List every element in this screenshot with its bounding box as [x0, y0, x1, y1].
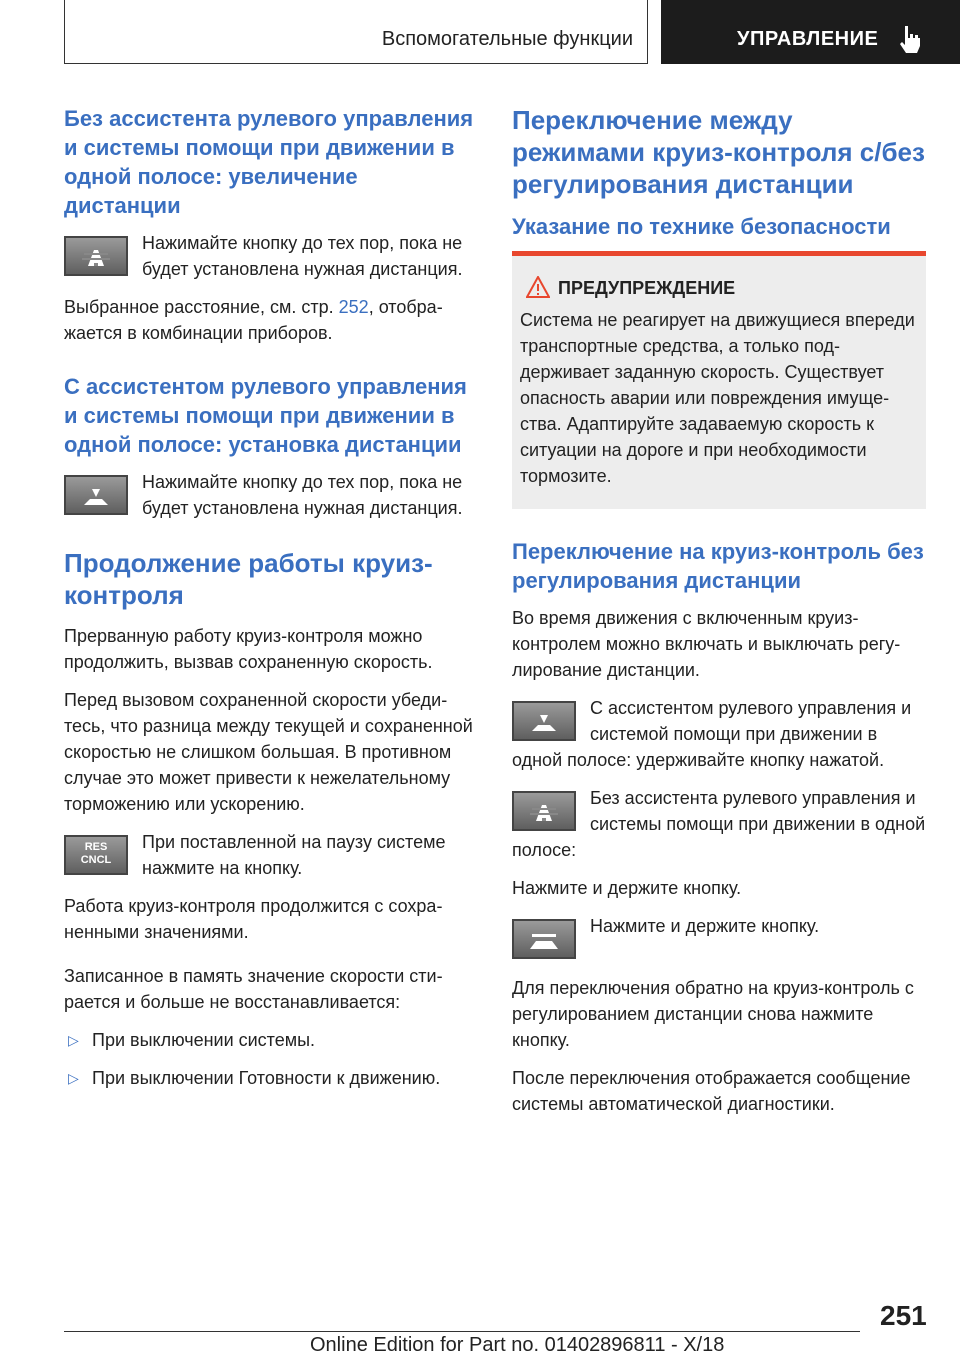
- list-item: [64, 1027, 478, 1053]
- button-row-without-assist: [512, 785, 926, 863]
- distance-set-button-icon: [64, 475, 128, 515]
- warning-triangle-icon: [526, 276, 550, 298]
- footer-edition: Online Edition for Part no. 01402896811 - X/18: [310, 1334, 725, 1356]
- right-column: [512, 104, 926, 1129]
- cncl-label: CNCL: [80, 854, 112, 866]
- text-without-assist: Без ассистента рулевого управления и системы помощи при движении в одной полосе:: [512, 788, 926, 860]
- heading-resume-cruise: Продолжение работы круиз-контроля: [64, 548, 433, 610]
- text-paused-press: При поставленной на паузу системе нажмите на кнопку.: [142, 832, 446, 878]
- hand-pointer-icon: [897, 24, 923, 54]
- warning-text: Система не реагирует на движущиеся впереди транспортные средства, а только поддерживает заданную скорость. Существует опасность аварии или повреждения имущества. Адаптируйте задаваемую скорость к ситуации на дороге и при необходимости тормозите.: [520, 310, 915, 486]
- distance-set-button-icon: [512, 701, 576, 741]
- button-row-hold: [512, 913, 926, 963]
- button-row-res: [64, 829, 478, 881]
- page-link[interactable]: 252: [338, 297, 369, 317]
- triangle-bullet-icon: ▷: [68, 1032, 79, 1048]
- bullet-list: [64, 1027, 478, 1091]
- warning-title-text: ПРЕДУПРЕЖДЕНИЕ: [558, 278, 736, 298]
- text-resume: Прерванную работу круиз-контроля можно продолжить, вызвав сохраненную скорость.: [64, 626, 433, 672]
- text-switch-back: Для переключения обратно на круиз-контроль с регулированием дистанции снова нажмите кнопку.: [512, 978, 914, 1050]
- text-continue-values: Работа круиз-контроля продолжится с сохраненными значениями.: [64, 896, 443, 942]
- text-hold-button: Нажмите и держите кнопку.: [512, 878, 742, 898]
- button-row-distance: [64, 230, 478, 282]
- list-item: [64, 1065, 478, 1091]
- heading-safety: Указание по технике безопасности: [512, 214, 891, 239]
- text-part: Выбранное расстояние, см. стр.: [64, 297, 339, 317]
- header-chapter: УПРАВЛЕНИЕ: [737, 28, 879, 50]
- distance-hold-button-icon: [512, 919, 576, 959]
- text-press-button: Нажимайте кнопку до тех пор, пока не будет установлена нужная дистанция.: [142, 233, 463, 279]
- warning-box: [512, 251, 926, 509]
- warning-title: [520, 278, 918, 299]
- text-with-assist: С ассистентом рулевого управления и системой помощи при движении в одной полосе: удерживайте кнопку нажатой.: [512, 698, 912, 770]
- left-column: [64, 104, 478, 1103]
- heading-switch-no-distance: Переключение на круиз-контроль без регулирования дистанции: [512, 539, 924, 593]
- text-press-button-2: Нажимайте кнопку до тех пор, пока не будет установлена нужная дистанция.: [142, 472, 463, 518]
- list-item-text: При выключении системы.: [92, 1030, 316, 1050]
- footer-divider: [64, 1331, 860, 1332]
- triangle-bullet-icon: ▷: [68, 1070, 79, 1086]
- button-row-with-assist: [512, 695, 926, 773]
- text-selected-distance: [64, 294, 478, 346]
- text-stored-speed: Записанное в память значение скорости стирается и больше не восстанавливается:: [64, 966, 443, 1012]
- text-check-speed: Перед вызовом сохраненной скорости убедитесь, что разница между текущей и сохраненной скоростью не слишком большая. В противном случае это может привести к нежелательному торможению или ускорению.: [64, 690, 473, 814]
- header-chapter-box: [661, 0, 960, 64]
- header-section-box: [64, 0, 648, 64]
- button-row-distance-set: [64, 469, 478, 521]
- text-part: , отображается в комбинации приборов.: [64, 297, 443, 343]
- text-after-switch: После переключения отображается сообщение системы автоматической диагностики.: [512, 1068, 911, 1114]
- text-hold-button-2: Нажмите и держите кнопку.: [590, 916, 820, 936]
- res-label: RES: [84, 841, 108, 853]
- page-number: 251: [880, 1300, 927, 1331]
- res-cncl-button-icon: [64, 835, 128, 875]
- heading-set-distance: С ассистентом рулевого управления и системы помощи при движении в одной полосе: установка дистанции: [64, 374, 467, 457]
- header-section: Вспомогательные функции: [381, 28, 633, 50]
- heading-switch-modes: Переключение между режимами круиз-контроля с/без регулирования дистанции: [512, 105, 925, 199]
- text-during-driving: Во время движения с включенным круиз-контролем можно включать и выключать регулирование дистанции.: [512, 608, 901, 680]
- distance-button-icon: [64, 236, 128, 276]
- heading-increase-distance: Без ассистента рулевого управления и системы помощи при движении в одной полосе: увеличение дистанции: [64, 106, 474, 218]
- list-item-text: При выключении Готовности к движению.: [92, 1068, 441, 1088]
- distance-button-icon: [512, 791, 576, 831]
